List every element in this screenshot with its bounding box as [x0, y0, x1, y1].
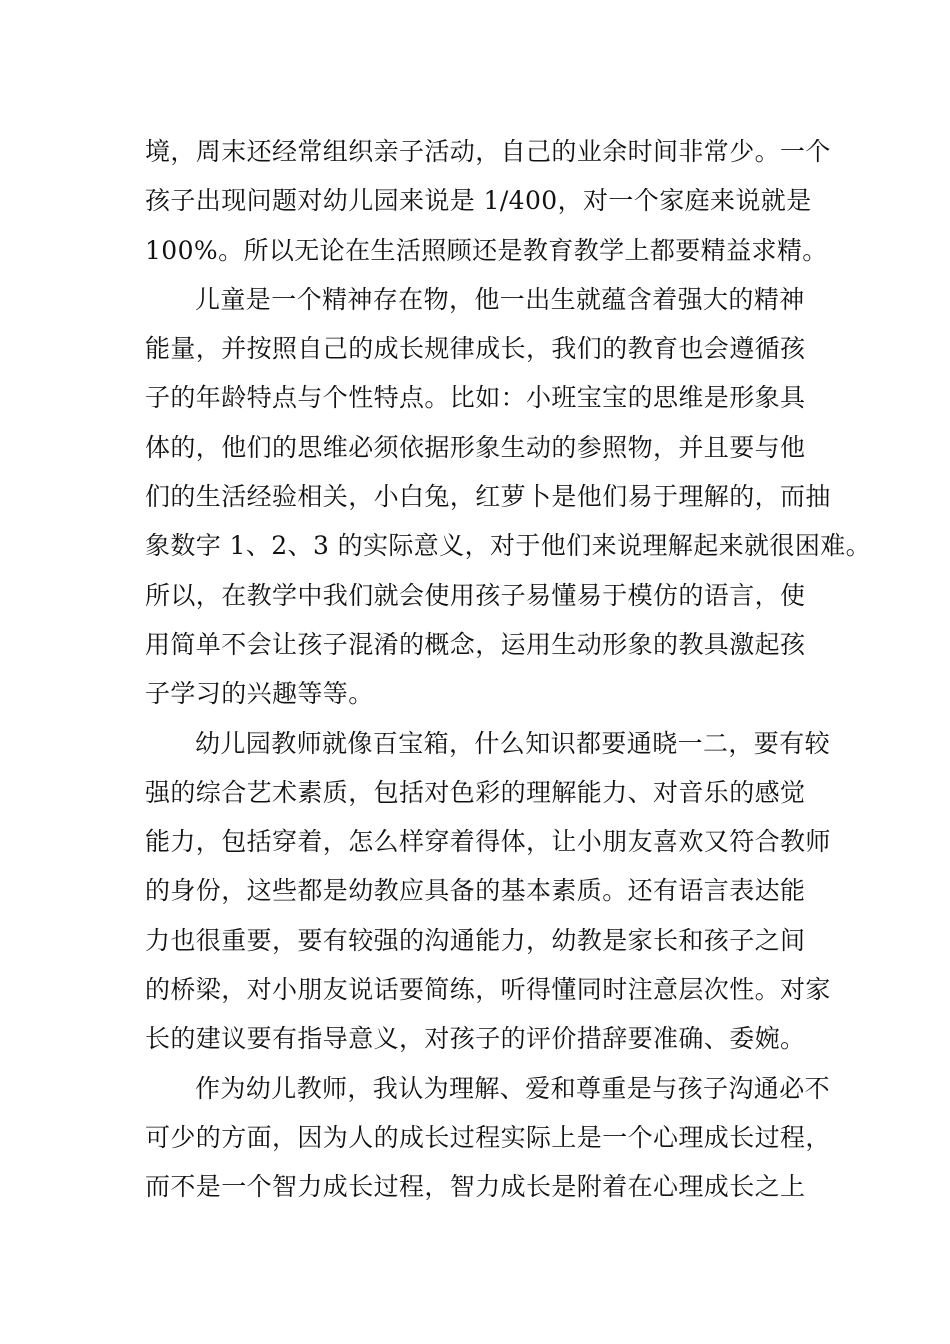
text-line: 境，周末还经常组织亲子活动，自己的业余时间非常少。一个: [145, 137, 831, 166]
text-line: 所以，在教学中我们就会使用孩子易懂易于模仿的语言，使: [145, 580, 806, 610]
paragraph: [145, 1064, 831, 1212]
text-line: 力也很重要，要有较强的沟通能力，幼教是家长和孩子之间: [145, 925, 806, 955]
text-line: 儿童是一个精神存在物，他一出生就蕴含着强大的精神: [195, 284, 805, 314]
text-line: 子的年龄特点与个性特点。比如：小班宝宝的思维是形象具: [145, 383, 806, 413]
text-line: 作为幼儿教师，我认为理解、爱和尊重是与孩子沟通必不: [195, 1073, 831, 1103]
paragraph: [145, 275, 872, 719]
text-line: 体的，他们的思维必须依据形象生动的参照物，并且要与他: [145, 432, 806, 462]
text-line: 100%。所以无论在生活照顾还是教育教学上都要精益求精。: [145, 235, 828, 265]
text-line: 孩子出现问题对幼儿园来说是 1/400，对一个家庭来说就是: [145, 186, 812, 216]
text-line: 幼儿园教师就像百宝箱，什么知识都要通晓一二，要有较: [195, 728, 831, 758]
paragraph: [145, 719, 831, 1064]
text-line: 的身份，这些都是幼教应具备的基本素质。还有语言表达能: [145, 876, 806, 906]
paragraph: [145, 127, 831, 275]
text-line: 用简单不会让孩子混淆的概念，运用生动形象的教具激起孩: [145, 629, 806, 659]
text-line: 而不是一个智力成长过程，智力成长是附着在心理成长之上: [145, 1172, 806, 1202]
text-line: 强的综合艺术素质，包括对色彩的理解能力、对音乐的感觉: [145, 777, 806, 807]
text-line: 能力，包括穿着，怎么样穿着得体，让小朋友喜欢又符合教师: [145, 827, 831, 857]
text-line: 象数字 1、2、3 的实际意义，对于他们来说理解起来就很困难。: [145, 531, 872, 561]
text-line: 能量，并按照自己的成长规律成长，我们的教育也会遵循孩: [145, 334, 806, 364]
text-line: 们的生活经验相关，小白兔，红萝卜是他们易于理解的，而抽: [145, 482, 831, 512]
text-line: 可少的方面，因为人的成长过程实际上是一个心理成长过程，: [145, 1122, 831, 1152]
text-line: 长的建议要有指导意义，对孩子的评价措辞要准确、委婉。: [145, 1024, 806, 1054]
text-line: 的桥梁，对小朋友说话要简练，听得懂同时注意层次性。对家: [145, 975, 831, 1005]
text-line: 子学习的兴趣等等。: [145, 679, 374, 709]
document-body: [145, 127, 872, 1212]
